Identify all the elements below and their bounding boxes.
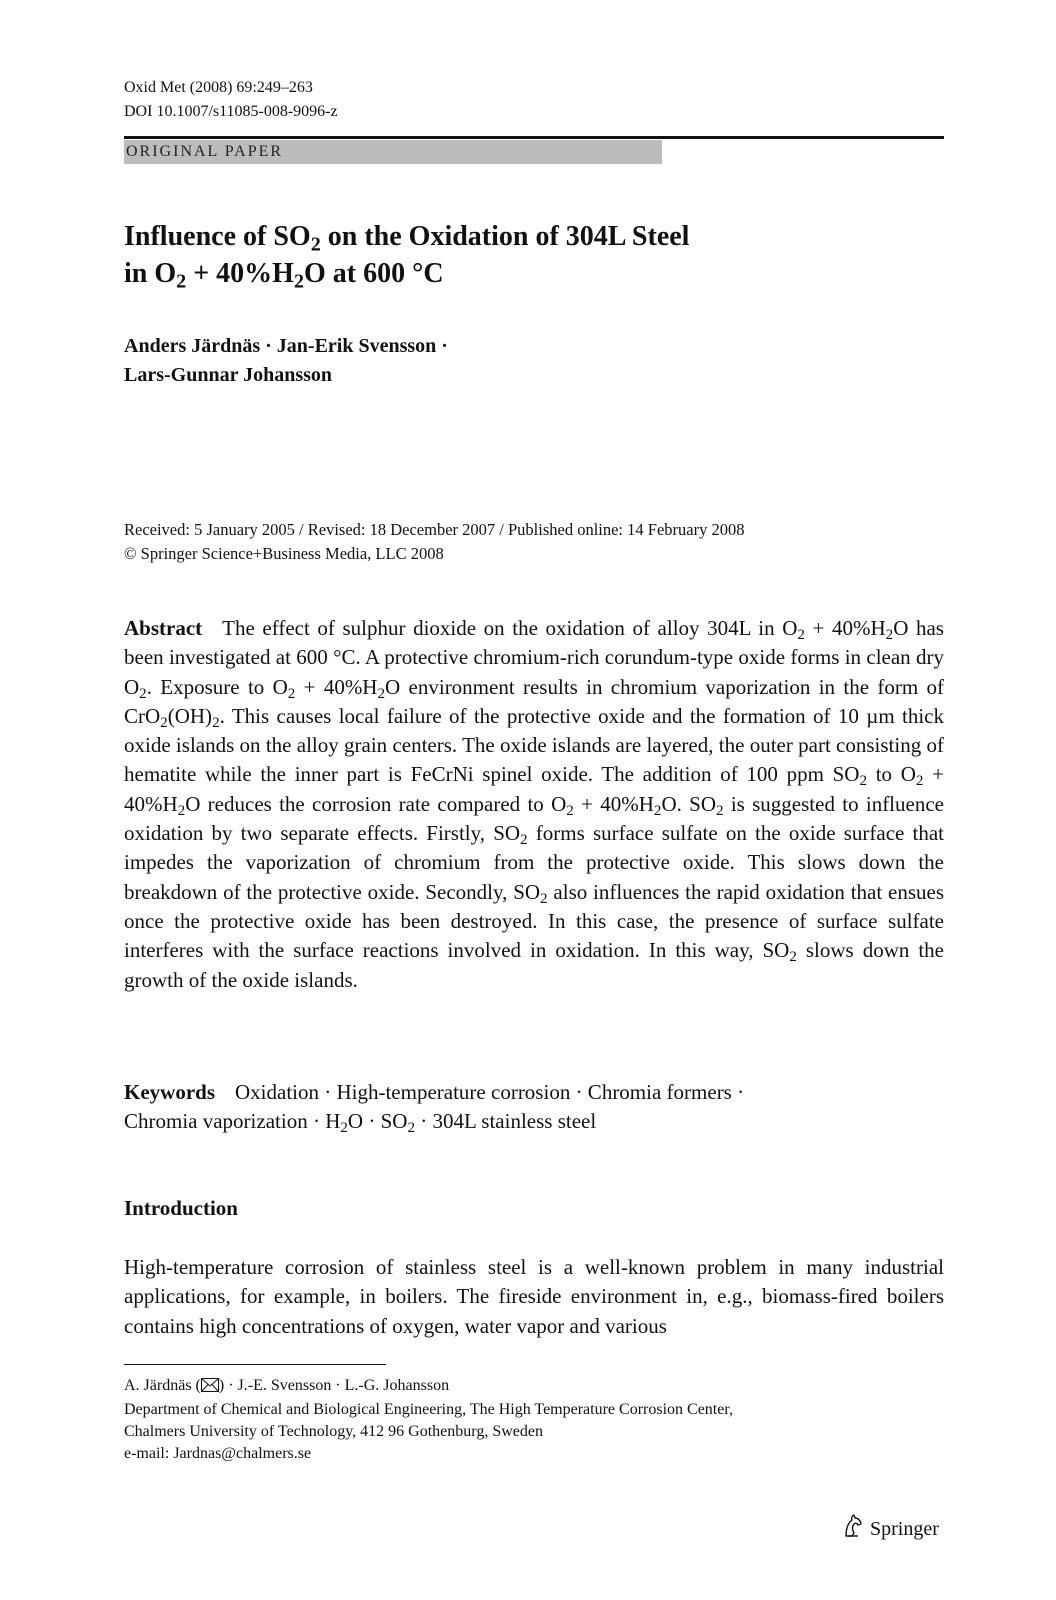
author-line: Anders Järdnäs · Jan-Erik Svensson · — [124, 335, 448, 357]
author-list — [124, 332, 944, 390]
abstract-text: The effect of sulphur dioxide on the oxidation of alloy 304L in $O_2 + 40\%H_2O$ has been investigated at 600 °C. A protective chromium-rich corundum-type oxide forms in clean dry $O_2$. Exposure to $O_2 + 40\%H_2O$ environment results in chromium vaporization in the form of $CrO_2(OH)_2$. This causes local failure of the protective oxide and the formation of 10 µm thick oxide islands on the alloy grain centers. The oxide islands are layered, the outer part consisting of hematite while the inner part is FeCrNi spinel oxide. The addition of 100 ppm $SO_2$ to $O_2 + 40\%H_2O$ reduces the corrosion rate compared to $O_2 + 40\%H_2O$. $SO_2$ is suggested to influence oxidation by two separate effects. Firstly, $SO_2$ forms surface sulfate on the oxide surface that impedes the vaporization of chromium from the protective oxide. This slows down the breakdown of the protective oxide. Secondly, $SO_2$ also influences the rapid oxidation that ensues once the protective oxide has been destroyed. In this case, the presence of surface sulfate interferes with the surface reactions involved in oxidation. In this way, $SO_2$ slows down the growth of the oxide islands. — [124, 616, 945, 992]
footnote-authors — [124, 1375, 944, 1399]
footnote-author-first: A. Järdnäs ( — [124, 1377, 201, 1394]
author-line: Lars-Gunnar Johansson — [124, 364, 333, 386]
article-type-banner: ORIGINAL PAPER — [124, 140, 662, 164]
paper-title — [124, 218, 944, 292]
abstract-label: Abstract — [124, 616, 203, 640]
section-paragraph: High-temperature corrosion of stainless steel is a well-known problem in many industrial applications, for example, in boilers. The fireside environment in, e.g., biomass-fired boilers contains high concentrations of oxygen, water vapor and various — [124, 1255, 944, 1338]
header-rule — [124, 136, 944, 139]
footnote-university: Chalmers University of Technology, 412 96 Gothenburg, Sweden — [124, 1423, 543, 1440]
keywords — [124, 1078, 944, 1136]
title-line: Influence of $SO_2$ on the Oxidation of 304L Steel — [124, 221, 690, 256]
footnote-author-rest: ) · J.-E. Svensson · L.-G. Johansson — [218, 1377, 450, 1394]
keywords-line — [124, 1078, 944, 1107]
footnote-email[interactable]: e-mail: Jardnas@chalmers.se — [124, 1445, 312, 1462]
title-line: in $O_2 + 40\%H_2O$ at 600 °C — [124, 258, 444, 293]
abstract — [124, 614, 944, 995]
footnote-department: Department of Chemical and Biological Engineering, The High Temperature Corrosion Center, — [124, 1401, 734, 1418]
keywords-line: Chromia vaporization · $H_2O \cdot SO_2 \cdot 304L$ stainless steel — [124, 1109, 597, 1137]
springer-horse-icon — [842, 1514, 864, 1544]
publisher-name: Springer — [870, 1517, 939, 1540]
section-heading: Introduction — [124, 1196, 238, 1220]
footnote-rule — [124, 1364, 386, 1365]
envelope-icon — [201, 1377, 219, 1399]
copyright-line: © Springer Science+Business Media, LLC 2008 — [124, 544, 444, 563]
dates-line: Received: 5 January 2005 / Revised: 18 December 2007 / Published online: 14 February 2008 — [124, 520, 745, 539]
keywords-text: Oxidation · High-temperature corrosion · Chromia formers · — [235, 1080, 745, 1104]
author-affiliation-footnote — [124, 1375, 944, 1465]
publication-history — [124, 518, 944, 566]
doi: DOI 10.1007/s11085-008-9096-z — [124, 103, 338, 120]
journal-citation: Oxid Met (2008) 69:249–263 — [124, 79, 313, 96]
publisher-logo — [842, 1514, 939, 1544]
keywords-label: Keywords — [124, 1080, 215, 1104]
